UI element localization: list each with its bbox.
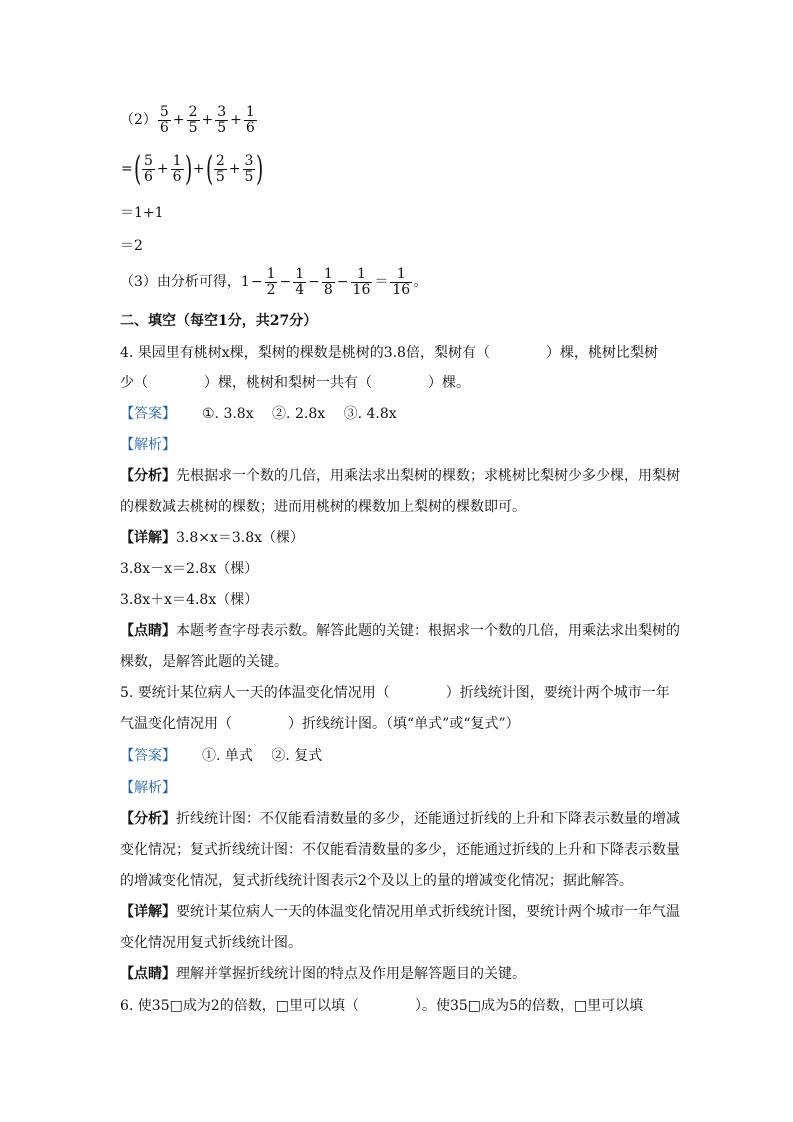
q5-answer: [120, 746, 322, 766]
fraction: $\frac{1}{2}$: [266, 265, 276, 298]
q2-label: （2）: [120, 112, 157, 128]
answer-text: ①. 3.8x ②. 2.8x ③. 4.8x: [202, 406, 397, 422]
q4-dianjing1: 【点睛】本题考查字母表示数。解答此题的关键：根据求一个数的几倍，用乘法求出梨树的: [120, 623, 680, 639]
fraction: $\frac{2}{5}$: [215, 152, 225, 185]
q5-xiangjie1: 【详解】要统计某位病人一天的体温变化情况用单式折线统计图，要统计两个城市一年气温: [120, 904, 680, 920]
analysis-tag: 【解析】: [120, 780, 176, 796]
answer-tag: 【答案】: [120, 406, 176, 422]
q6-line1: 6. 使35□成为2的倍数，□里可以填（ ）。使35□成为5的倍数，□里可以填: [120, 998, 644, 1014]
q5-fenxi3: 的增减变化情况，复式折线统计图表示2个及以上的量的增减变化情况；据此解答。: [120, 873, 633, 889]
fraction: $\frac{5}{6}$: [159, 103, 169, 136]
fraction: $\frac{1}{6}$: [245, 103, 255, 136]
fraction: $\frac{3}{5}$: [244, 152, 254, 185]
q2-step1: = ( $\frac{5}{6}$ + $\frac{1}{6}$ ) + ( $\frac{2}{5}$ + $\frac{3}{5}$ ): [121, 149, 264, 189]
q2-expression: （2） $\frac{5}{6}$ + $\frac{2}{5}$ + $\frac{3}{5}$ + $\frac{1}{6}$: [120, 103, 255, 136]
analysis-tag: 【解析】: [120, 437, 176, 453]
q3-expression: （3）由分析可得，1 − $\frac{1}{2}$ − $\frac{1}{4}$ − $\frac{1}{8}$ − $\frac{1}{16}$ ＝ $\frac{1}{16}$ 。: [120, 265, 428, 298]
q4-line1: 4. 果园里有桃树x棵，梨树的棵数是桃树的3.8倍，梨树有（ ）棵，桃树比梨树: [120, 345, 658, 361]
q4-fenxi2: 的棵数减去桃树的棵数；进而用桃树的棵数加上梨树的棵数即可。: [120, 499, 526, 515]
q4-xiangjie1: 【详解】3.8×x＝3.8x（棵）: [120, 530, 305, 546]
q4-dianjing2: 棵数，是解答此题的关键。: [120, 654, 288, 670]
q5-line1: 5. 要统计某位病人一天的体温变化情况用（ ）折线统计图，要统计两个城市一年: [120, 685, 670, 701]
fraction: $\frac{2}{5}$: [188, 103, 198, 136]
q5-xiangjie2: 变化情况用复式折线统计图。: [120, 935, 302, 951]
q2-step3: ＝2: [120, 238, 143, 254]
fraction: $\frac{1}{8}$: [323, 265, 333, 298]
fraction: $\frac{5}{6}$: [144, 152, 153, 185]
q4-xiangjie2: 3.8x－x＝2.8x（棵）: [120, 561, 259, 577]
answer-tag: 【答案】: [120, 748, 176, 764]
section-title: 二、填空（每空1分，共27分）: [120, 313, 318, 329]
q4-xiangjie3: 3.8x＋x＝4.8x（棵）: [120, 592, 259, 608]
q4-answer: [120, 404, 397, 424]
q4-fenxi1: 【分析】先根据求一个数的几倍，用乘法求出梨树的棵数；求桃树比梨树少多少棵，用梨树: [120, 468, 680, 484]
q5-fenxi1: 【分析】折线统计图：不仅能看清数量的多少，还能通过折线的上升和下降表示数量的增减: [120, 811, 680, 827]
q5-dianjing1: 【点睛】理解并掌握折线统计图的特点及作用是解答题目的关键。: [120, 966, 526, 982]
q5-fenxi2: 变化情况；复式折线统计图：不仅能看清数量的多少，还能通过折线的上升和下降表示数量: [120, 842, 680, 858]
q5-line2: 气温变化情况用（ ）折线统计图。（填“单式”或“复式”）: [120, 716, 520, 732]
fraction: $\frac{1}{4}$: [295, 265, 305, 298]
fraction: $\frac{1}{16}$: [352, 265, 371, 298]
answer-text: ①. 单式 ②. 复式: [202, 748, 323, 764]
fraction: $\frac{1}{16}$: [392, 265, 411, 298]
fraction: $\frac{3}{5}$: [217, 103, 227, 136]
q4-line2: 少（ ）棵，桃树和梨树一共有（ ）棵。: [120, 375, 470, 391]
fraction: $\frac{1}{6}$: [172, 152, 182, 185]
q2-step2: ＝1+1: [120, 205, 164, 221]
